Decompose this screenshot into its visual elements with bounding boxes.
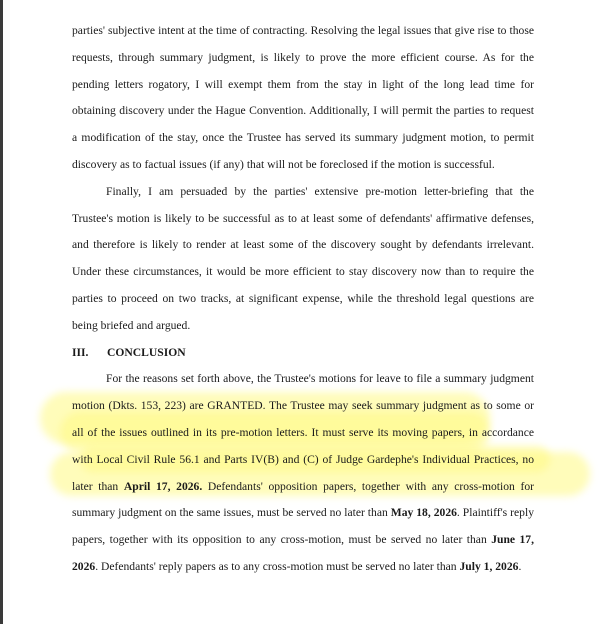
text-run: . [518,559,522,573]
text-line: with Local Civil Rule 56.1 and Parts IV(B) and (C) of Judge Gardephe's Individual Practices, no [72,452,534,466]
section-heading [72,340,534,367]
text-line: Finally, I am persuaded by the parties' extensive pre-motion letter-briefing that the [106,184,534,198]
section-number: III. [72,345,89,359]
text-line [72,474,534,501]
text-line [72,527,534,554]
text-run: Defendants' opposition papers, together with any cross-motion for [202,479,534,493]
text-line: parties to proceed on two tracks, at significant expense, while the threshold legal questions are [72,291,534,305]
text-run: summary judgment on the same issues, must be served no later than [72,506,391,520]
document-page [72,18,534,581]
text-line: requests, through summary judgment, is likely to prove the more efficient course. As for the [72,50,534,64]
text-run: papers, together with its opposition to any cross-motion, must be served no later than [72,533,492,547]
text-run: . Plaintiff's reply [456,506,534,520]
text-line: obtaining discovery under the Hague Convention. Additionally, I will permit the parties to request [72,104,534,118]
text-line: parties' subjective intent at the time of contracting. Resolving the legal issues that give rise to those [72,24,534,37]
text-line: Trustee's motion is likely to be successful as to at least some of defendants' affirmative defenses, [72,211,534,225]
text-line: and therefore is likely to render at least some of the discovery sought by defendants irrelevant. [72,238,534,252]
text-run: later than [72,479,124,493]
text-line: For the reasons set forth above, the Trustee's motions for leave to file a summary judgment [106,372,534,386]
text-line: motion (Dkts. 153, 223) are GRANTED. The Trustee may seek summary judgment as to some or [72,399,534,413]
deadline-date: April 17, 2026. [123,479,203,493]
paragraph-continued [72,18,534,179]
deadline-date: July 1, 2026 [459,559,519,573]
page-left-border [0,0,3,624]
deadline-date: May 18, 2026 [390,506,457,520]
text-line: discovery as to factual issues (if any) that will not be foreclosed if the motion is successful. [72,157,495,171]
text-line: a modification of the stay, once the Trustee has served its summary judgment motion, to permit [72,131,534,145]
text-line [72,554,534,581]
deadline-date: June 17, [491,533,534,547]
text-run: . Defendants' reply papers as to any cross-motion must be served no later than [95,559,460,573]
text-line: Under these circumstances, it would be more efficient to stay discovery now than to require the [72,265,534,279]
paragraph-conclusion [72,366,534,580]
text-line [72,500,534,527]
section-title: CONCLUSION [107,345,186,359]
text-line: being briefed and argued. [72,318,191,332]
text-line: all of the issues outlined in its pre-motion letters. It must serve its moving papers, in accordance [72,425,534,439]
paragraph-finally [72,179,534,340]
text-line: pending letters rogatory, I will exempt them from the stay in light of the long lead time for [72,77,534,91]
deadline-date: 2026 [72,559,96,573]
